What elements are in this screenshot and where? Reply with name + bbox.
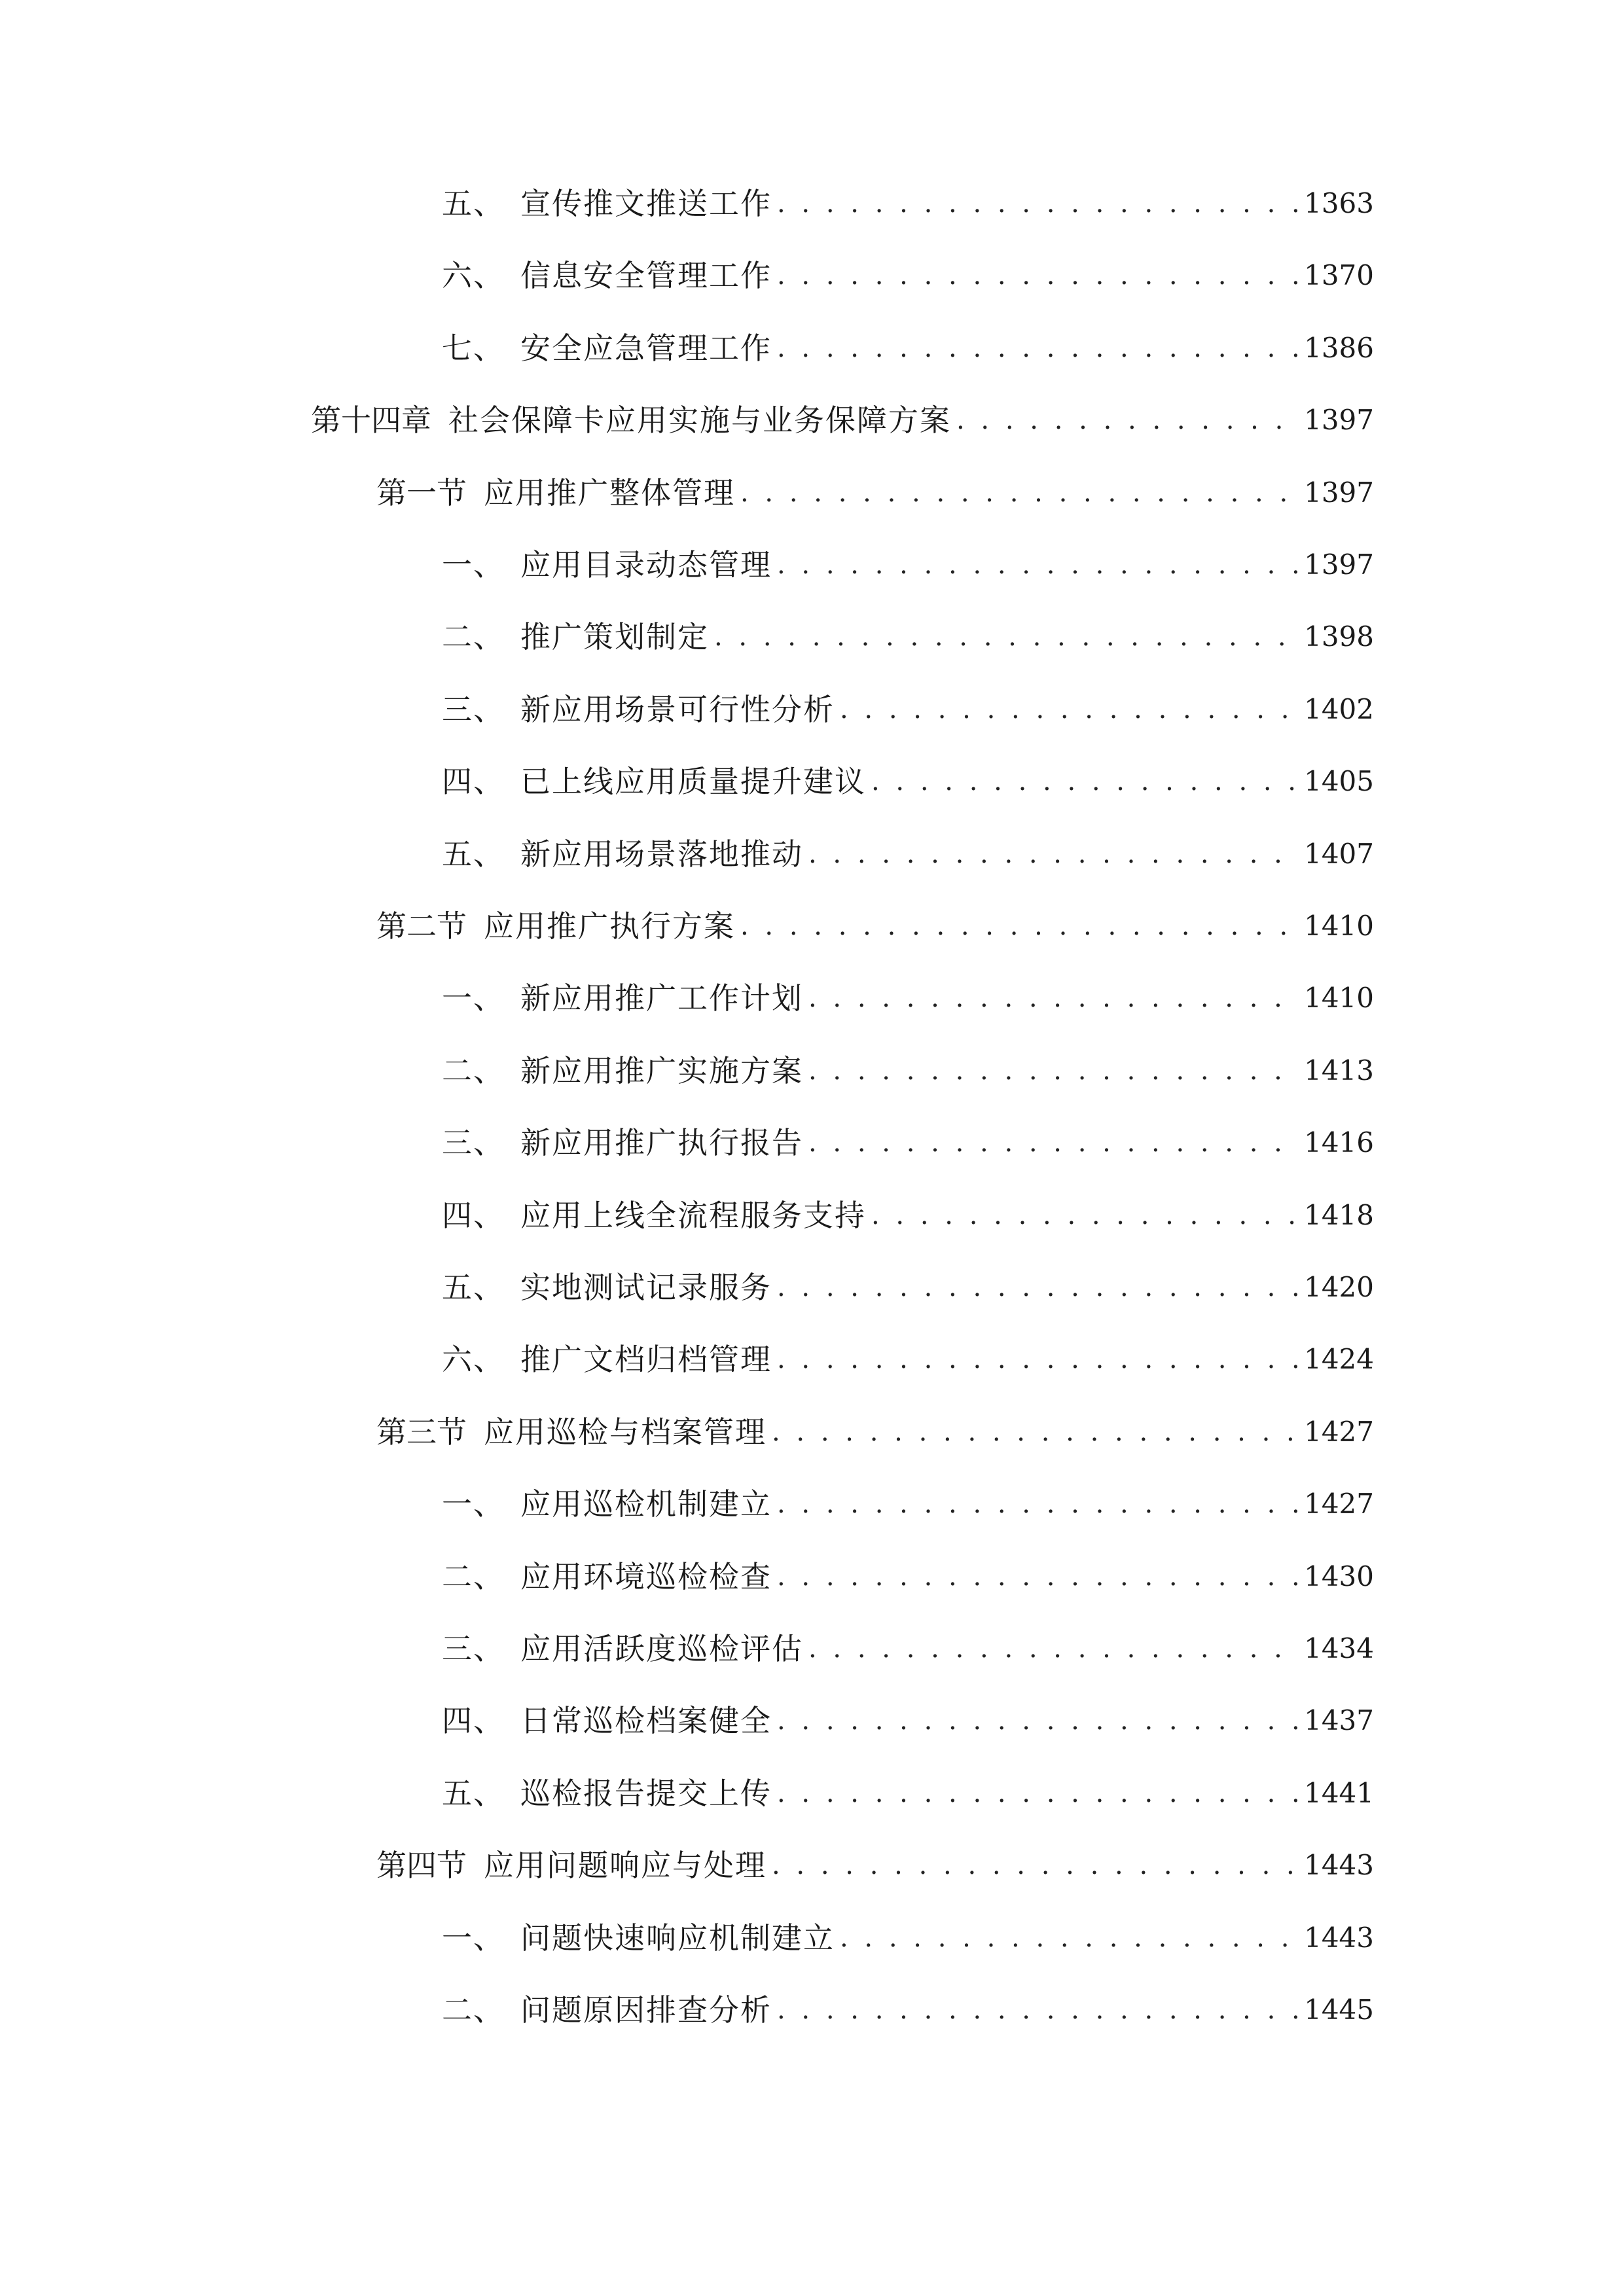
toc-entry-title: 实地测试记录服务: [520, 1270, 772, 1305]
toc-entry-item[interactable]: [442, 972, 1374, 1024]
toc-entry-title: 应用问题响应与处理: [484, 1848, 767, 1883]
toc-page-number: 1443: [1304, 1922, 1374, 1954]
toc-entry-title: 新应用场景可行性分析: [520, 692, 835, 727]
toc-dot-leader: [840, 683, 1299, 736]
toc-entry-item[interactable]: [442, 1695, 1374, 1747]
toc-entry-item[interactable]: [442, 1984, 1374, 2036]
toc-entry-item[interactable]: [442, 1912, 1374, 1964]
toc-dot-leader: [777, 1695, 1299, 1747]
toc-entry-section[interactable]: [376, 1839, 1374, 1892]
toc-dot-leader: [777, 1767, 1299, 1820]
toc-entry-number: 三、: [442, 1631, 505, 1666]
toc-dot-leader: [871, 755, 1299, 808]
toc-entry-number: 六、: [442, 1342, 505, 1377]
toc-entry-section[interactable]: [376, 467, 1374, 519]
toc-dot-leader: [777, 1478, 1299, 1530]
toc-entry-item[interactable]: [442, 1478, 1374, 1530]
toc-dot-leader: [772, 1839, 1299, 1892]
toc-entry-item[interactable]: [442, 539, 1374, 591]
toc-entry-number: 一、: [442, 1920, 505, 1956]
toc-entry-item[interactable]: [442, 1045, 1374, 1097]
toc-entry-number: 二、: [442, 619, 505, 655]
toc-entry-title: 已上线应用质量提升建议: [520, 764, 866, 799]
toc-entry-item[interactable]: [442, 1261, 1374, 1314]
toc-entry-number: 一、: [442, 547, 505, 583]
toc-dot-leader: [777, 1261, 1299, 1314]
toc-entry-number: 四、: [442, 1703, 505, 1738]
toc-page-number: 1410: [1304, 910, 1374, 942]
toc-page-number: 1410: [1304, 982, 1374, 1014]
toc-dot-leader: [740, 900, 1299, 952]
toc-entry-number: 第二节: [376, 908, 467, 944]
toc-entry-title: 应用上线全流程服务支持: [520, 1198, 866, 1233]
toc-entry-number: 五、: [442, 1270, 505, 1305]
toc-entry-title: 问题快速响应机制建立: [520, 1920, 835, 1956]
toc-entry-title: 推广文档归档管理: [520, 1342, 772, 1377]
toc-entry-title: 新应用推广实施方案: [520, 1053, 803, 1088]
toc-page-number: 1413: [1304, 1054, 1374, 1086]
toc-page-number: 1397: [1304, 476, 1374, 509]
toc-entry-item[interactable]: [442, 828, 1374, 880]
toc-entry-title: 应用活跃度巡检评估: [520, 1631, 803, 1666]
toc-entry-item[interactable]: [442, 1623, 1374, 1675]
toc-entry-item[interactable]: [442, 683, 1374, 736]
toc-dot-leader: [840, 1912, 1299, 1964]
toc-entry-title: 应用巡检与档案管理: [484, 1414, 767, 1450]
toc-entry-number: 第一节: [376, 475, 467, 511]
toc-dot-leader: [808, 1623, 1299, 1675]
toc-entry-title: 安全应急管理工作: [520, 331, 772, 366]
toc-entry-title: 问题原因排查分析: [520, 1992, 772, 2028]
toc-entry-title: 应用环境巡检检查: [520, 1559, 772, 1594]
toc-dot-leader: [777, 177, 1299, 230]
toc-page-number: 1420: [1304, 1271, 1374, 1303]
toc-dot-leader: [740, 467, 1299, 519]
toc-entry-title: 日常巡检档案健全: [520, 1703, 772, 1738]
toc-dot-leader: [777, 1984, 1299, 2036]
toc-dot-leader: [956, 394, 1299, 446]
toc-entry-title: 推广策划制定: [520, 619, 709, 655]
toc-entry-title: 应用巡检机制建立: [520, 1486, 772, 1522]
toc-entry-number: 第四节: [376, 1848, 467, 1883]
toc-page-number: 1441: [1304, 1777, 1374, 1809]
toc-page-number: 1397: [1304, 404, 1374, 436]
toc-entry-title: 社会保障卡应用实施与业务保障方案: [448, 403, 951, 438]
toc-entry-item[interactable]: [442, 1767, 1374, 1820]
toc-dot-leader: [714, 611, 1299, 663]
toc-entry-title: 新应用推广执行报告: [520, 1125, 803, 1160]
toc-entry-number: 第三节: [376, 1414, 467, 1450]
toc-entry-title: 巡检报告提交上传: [520, 1776, 772, 1811]
toc-entry-number: 一、: [442, 1486, 505, 1522]
toc-page-number: 1437: [1304, 1704, 1374, 1736]
toc-entry-item[interactable]: [442, 1117, 1374, 1169]
toc-entry-item[interactable]: [442, 322, 1374, 374]
toc-entry-title: 新应用场景落地推动: [520, 836, 803, 872]
toc-page-number: 1427: [1304, 1416, 1374, 1448]
toc-entry-section[interactable]: [376, 1406, 1374, 1458]
toc-entry-item[interactable]: [442, 755, 1374, 808]
toc-entry-item[interactable]: [442, 611, 1374, 663]
toc-entry-title: 应用推广整体管理: [484, 475, 735, 511]
toc-page-number: 1434: [1304, 1632, 1374, 1664]
toc-page-number: 1402: [1304, 693, 1374, 725]
toc-dot-leader: [772, 1406, 1299, 1458]
toc-entry-number: 四、: [442, 764, 505, 799]
toc-dot-leader: [777, 1551, 1299, 1603]
toc-entry-title: 新应用推广工作计划: [520, 980, 803, 1016]
toc-page-number: 1407: [1304, 838, 1374, 870]
toc-entry-item[interactable]: [442, 1189, 1374, 1242]
toc-page-number: 1424: [1304, 1343, 1374, 1375]
toc-entry-number: 第十四章: [311, 403, 431, 438]
toc-entry-number: 一、: [442, 980, 505, 1016]
toc-entry-number: 六、: [442, 258, 505, 293]
toc-entry-title: 应用目录动态管理: [520, 547, 772, 583]
toc-dot-leader: [808, 1045, 1299, 1097]
toc-dot-leader: [808, 1117, 1299, 1169]
toc-entry-number: 三、: [442, 692, 505, 727]
toc-page-number: 1370: [1304, 259, 1374, 291]
toc-page-number: 1398: [1304, 620, 1374, 653]
toc-dot-leader: [808, 972, 1299, 1024]
toc-page-number: 1397: [1304, 548, 1374, 581]
toc-entry-chapter[interactable]: [311, 394, 1374, 446]
toc-entry-number: 七、: [442, 331, 505, 366]
toc-entry-item[interactable]: [442, 249, 1374, 302]
toc-entry-number: 三、: [442, 1125, 505, 1160]
toc-entry-number: 五、: [442, 1776, 505, 1811]
toc-entry-item[interactable]: [442, 177, 1374, 230]
toc-dot-leader: [777, 1333, 1299, 1386]
toc-entry-title: 宣传推文推送工作: [520, 186, 772, 221]
toc-dot-leader: [777, 322, 1299, 374]
toc-entry-item[interactable]: [442, 1551, 1374, 1603]
toc-dot-leader: [871, 1189, 1299, 1242]
toc-entry-title: 信息安全管理工作: [520, 258, 772, 293]
toc-dot-leader: [777, 249, 1299, 302]
toc-page-number: 1443: [1304, 1849, 1374, 1881]
toc-page-number: 1445: [1304, 1994, 1374, 2026]
toc-entry-section[interactable]: [376, 900, 1374, 952]
toc-entry-number: 四、: [442, 1198, 505, 1233]
toc-page-number: 1405: [1304, 765, 1374, 797]
toc-page-number: 1418: [1304, 1199, 1374, 1231]
toc-dot-leader: [808, 828, 1299, 880]
toc-entry-title: 应用推广执行方案: [484, 908, 735, 944]
toc-page-number: 1430: [1304, 1560, 1374, 1592]
toc-entry-number: 二、: [442, 1992, 505, 2028]
toc-entry-number: 二、: [442, 1053, 505, 1088]
toc-dot-leader: [777, 539, 1299, 591]
toc-entry-number: 五、: [442, 186, 505, 221]
toc-page-number: 1386: [1304, 332, 1374, 364]
toc-page-number: 1363: [1304, 187, 1374, 219]
toc-page-number: 1427: [1304, 1488, 1374, 1520]
toc-page-number: 1416: [1304, 1126, 1374, 1158]
toc-entry-number: 二、: [442, 1559, 505, 1594]
toc-entry-item[interactable]: [442, 1333, 1374, 1386]
toc-entry-number: 五、: [442, 836, 505, 872]
